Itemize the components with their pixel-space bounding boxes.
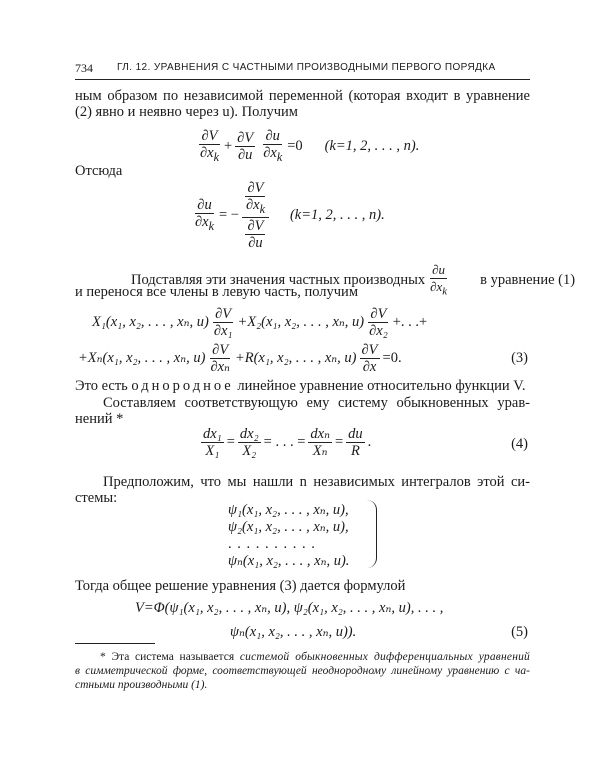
ellipsis: +. . .+ (392, 314, 428, 330)
chapter-title: ГЛ. 12. УРАВНЕНИЯ С ЧАСТНЫМИ ПРОИЗВОДНЫМИ ПЕРВОГО ПОРЯДКА (117, 62, 496, 73)
otsyuda-text: Отсюда (75, 163, 123, 179)
equation-5-line-1: V=Φ(ψ₁(x₁, x₂, . . . , xₙ, u), ψ₂(x₁, x₂, . . . , xₙ, u), . . . , (135, 600, 444, 616)
numerator (242, 180, 269, 218)
subscript: k (259, 201, 265, 216)
system-row: ψ₁(x₁, x₂, . . . , xₙ, u), (228, 502, 349, 518)
text: Это есть (75, 378, 128, 394)
subscript: k (276, 149, 283, 164)
plus: + (223, 137, 233, 154)
equals: = (226, 434, 235, 450)
numerator: ∂V (361, 342, 378, 358)
denominator (244, 197, 267, 217)
numerator: ∂V (201, 128, 218, 144)
numerator: dxₙ (310, 426, 330, 442)
subscript: k (213, 149, 219, 164)
term: +R(x₁, x₂, . . . , xₙ, u) (234, 350, 357, 366)
equation-3-line-1 (92, 306, 427, 339)
equation-number-5: (5) (511, 624, 528, 640)
equals-zero: =0. (382, 350, 402, 366)
denominator (243, 218, 267, 251)
denominator: ∂x₁ (213, 323, 233, 339)
denominator: X₂ (242, 443, 257, 459)
running-header (75, 61, 530, 80)
denominator (193, 214, 216, 234)
numerator: ∂V (370, 306, 387, 322)
paragraph-2-line-2: и перенося все члены в левую часть, получим (75, 284, 358, 300)
denominator (261, 145, 284, 165)
numerator: du (348, 426, 363, 442)
paragraph-3-line-3: нений * (75, 411, 124, 427)
paragraph-3-line-2: Составляем соответствующую ему систему обыкновенных урав- (103, 395, 530, 411)
equals: = (334, 434, 344, 450)
subscript: k (442, 285, 448, 298)
subscript: k (208, 218, 214, 233)
denominator-text: ∂x (263, 145, 277, 161)
denominator: ∂u (248, 234, 263, 251)
numerator: ∂u (265, 128, 280, 144)
condition: (k=1, 2, . . . , n). (324, 137, 420, 154)
numerator: dx₁ (203, 426, 222, 442)
denominator: R (350, 443, 360, 459)
denominator-text: ∂x (200, 145, 214, 161)
equation-3-line-2 (78, 342, 402, 375)
equation-4 (198, 426, 371, 459)
period: . (367, 434, 372, 450)
numerator: ∂V (247, 217, 264, 234)
right-brace (366, 500, 377, 568)
numerator: ∂V (247, 180, 264, 196)
footnote-line-1 (75, 650, 530, 664)
footnote-line-3: стными производными (1). (75, 679, 208, 691)
numerator: ∂V (212, 342, 229, 358)
term: +X₂(x₁, x₂, . . . , xₙ, u) (237, 314, 365, 330)
text: линейное уравнение относительно функции V. (237, 378, 526, 394)
numerator: ∂V (215, 306, 232, 322)
equation-1 (195, 128, 419, 165)
numerator: ∂u (197, 197, 212, 213)
paragraph-5: Тогда общее решение уравнения (3) дается формулой (75, 578, 406, 594)
system-row: ψₙ(x₁, x₂, . . . , xₙ, u). (228, 553, 350, 569)
paragraph-4-line-1: Предположим, что мы нашли n независимых интегралов этой си- (103, 474, 530, 490)
equals-minus: = − (218, 206, 239, 223)
integrals-system (228, 502, 349, 570)
text: * Эта система называется (100, 651, 235, 663)
footnote-line-2: в симметрической форме, соответствующей неоднородному линейному уравнению с ча- (75, 665, 530, 677)
text: в уравнение (1) (480, 272, 576, 289)
denominator-text: ∂x (430, 279, 443, 294)
paragraph-4-line-2: стемы: (75, 490, 118, 506)
denominator (198, 145, 221, 165)
numerator: dx₂ (239, 426, 259, 442)
equation-number-3: (3) (511, 350, 528, 366)
spaced-emphasis: однородное (131, 378, 234, 394)
equation-2 (190, 180, 385, 251)
denominator: ∂x₂ (369, 323, 388, 339)
term: X₁(x₁, x₂, . . . , xₙ, u) (92, 314, 209, 330)
condition: (k=1, 2, . . . , n). (289, 206, 385, 223)
ellipsis: = . . . = (263, 434, 306, 450)
numerator: ∂V (237, 129, 254, 146)
system-row: ψ₂(x₁, x₂, . . . , xₙ, u), (228, 519, 349, 535)
system-row-dots: . . . . . . . . . . (228, 536, 316, 552)
page-number: 734 (75, 61, 93, 75)
paragraph-3-line-1 (75, 378, 530, 395)
paragraph-1-line-2: (2) явно и неявно через u). Получим (75, 104, 298, 120)
equation-5-line-2: ψₙ(x₁, x₂, . . . , xₙ, u)). (230, 624, 357, 640)
term: +Xₙ(x₁, x₂, . . . , xₙ, u) (78, 350, 206, 366)
paragraph-1-line-1: ным образом по независимой переменной (которая входит в уравнение (75, 88, 530, 104)
denominator: ∂u (237, 146, 253, 163)
equals-zero: =0 (287, 137, 303, 154)
denominator: ∂xₙ (210, 359, 230, 375)
numerator: ∂u (432, 262, 446, 277)
denominator: ∂x (362, 359, 377, 375)
footnote-rule (75, 643, 155, 644)
italic-text: системой обыкновенных дифференциальных уравнений (239, 651, 531, 663)
denominator-text: ∂x (245, 197, 260, 213)
denominator-text: ∂x (195, 214, 209, 230)
text: Подставляя эти значения частных производных (131, 272, 426, 289)
denominator: X₁ (205, 443, 220, 459)
denominator: Xₙ (312, 443, 328, 459)
equation-number-4: (4) (511, 436, 528, 452)
